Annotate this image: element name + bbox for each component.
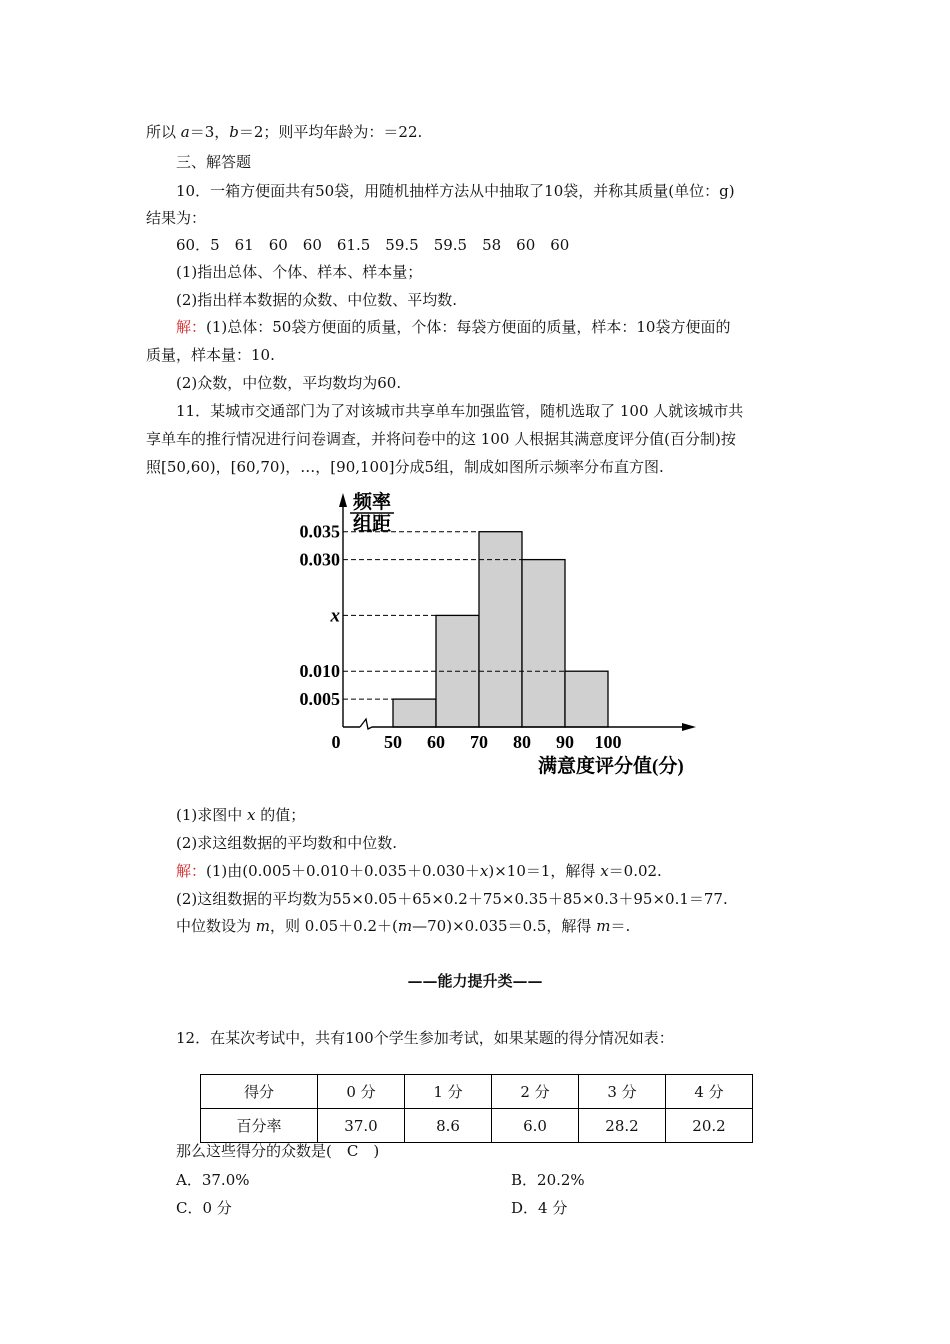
histogram-bar bbox=[565, 671, 608, 727]
table-header-cell: 3 分 bbox=[579, 1075, 666, 1109]
x-tick-label: 50 bbox=[384, 732, 402, 752]
y-axis-arrow bbox=[339, 493, 347, 507]
y-tick-label: 0.035 bbox=[299, 521, 340, 542]
var-a: a bbox=[180, 123, 190, 141]
option-b: B．20.2% bbox=[511, 1171, 585, 1189]
answer-line-9 bbox=[146, 122, 806, 142]
y-tick-label: 0.010 bbox=[299, 661, 340, 682]
q12-question: 那么这些得分的众数是( C ) bbox=[176, 1142, 380, 1160]
y-tick-label: 0.030 bbox=[299, 549, 340, 570]
histogram-chart bbox=[280, 485, 710, 780]
var-m: m bbox=[596, 917, 611, 935]
q11-part2: (2)求这组数据的平均数和中位数. bbox=[176, 834, 398, 852]
q10-stem-line2: 结果为： bbox=[146, 209, 207, 227]
table-header-cell: 2 分 bbox=[492, 1075, 579, 1109]
score-table bbox=[200, 1074, 753, 1143]
var-m: m bbox=[397, 917, 413, 935]
q11-stem-line3: 照[50,60)，[60,70)，…，[90,100]分成5组，制成如图所示频率分布直方图. bbox=[146, 458, 664, 476]
q11-solution-3 bbox=[176, 916, 836, 936]
table-header-cell: 0 分 bbox=[318, 1075, 405, 1109]
q10-solution-2: (2)众数，中位数，平均数均为60. bbox=[176, 374, 402, 392]
y-axis-label-denominator: 组距 bbox=[352, 514, 392, 535]
histogram-bar bbox=[522, 560, 565, 727]
histogram-bar bbox=[479, 532, 522, 727]
q10-solution-1b: 质量，样本量：10. bbox=[146, 346, 275, 364]
text-span: ＝0.02. bbox=[608, 862, 662, 880]
text-span: (1)由(0.005＋0.010＋0.035＋0.030＋ bbox=[206, 862, 480, 880]
y-tick-label: 0.005 bbox=[299, 689, 340, 710]
text-span: ，则 0.05＋0.2＋( bbox=[270, 917, 398, 935]
q10-part1: (1)指出总体、个体、样本、样本量； bbox=[176, 263, 423, 281]
option-c: C．0 分 bbox=[176, 1199, 232, 1217]
text-span: 的值； bbox=[255, 806, 306, 824]
solution-label: 解： bbox=[176, 318, 207, 336]
q11-stem-line1: 11．某城市交通部门为了对该城市共享单车加强监管，随机选取了 100 人就该城市共 bbox=[176, 402, 744, 420]
var-x: x bbox=[247, 806, 256, 824]
solution-label: 解： bbox=[176, 862, 207, 880]
section-heading-3: 三、解答题 bbox=[176, 153, 252, 171]
table-cell: 20.2 bbox=[666, 1109, 753, 1143]
text-span: —70)×0.035＝0.5，解得 bbox=[412, 917, 597, 935]
text-span: ＝3， bbox=[189, 123, 230, 141]
x-tick-label: 100 bbox=[594, 732, 622, 752]
q10-stem-line1: 10．一箱方便面共有50袋，用随机抽样方法从中抽取了10袋，并称其质量(单位：g) bbox=[176, 182, 735, 200]
option-d: D．4 分 bbox=[511, 1199, 568, 1217]
x-axis-arrow bbox=[682, 723, 696, 731]
q11-stem-line2: 享单车的推行情况进行问卷调查，并将问卷中的这 100 人根据其满意度评分值(百分制)按 bbox=[146, 430, 736, 448]
x-tick-label: 80 bbox=[513, 732, 531, 752]
q10-part2: (2)指出样本数据的众数、中位数、平均数. bbox=[176, 291, 458, 309]
table-cell: 28.2 bbox=[579, 1109, 666, 1143]
x-tick-label: 70 bbox=[470, 732, 488, 752]
x-tick-label: 90 bbox=[556, 732, 574, 752]
q10-solution-1a bbox=[176, 317, 836, 337]
option-a: A．37.0% bbox=[176, 1171, 250, 1189]
table-cell: 37.0 bbox=[318, 1109, 405, 1143]
text-span: 中位数设为 bbox=[176, 917, 256, 935]
table-header-cell: 得分 bbox=[201, 1075, 318, 1109]
table-header-cell: 百分率 bbox=[201, 1109, 318, 1143]
x-axis-label: 满意度评分值(分) bbox=[538, 756, 684, 777]
x-tick-label: 60 bbox=[427, 732, 445, 752]
origin-label: 0 bbox=[331, 732, 341, 752]
text-span: )×10＝1，解得 bbox=[488, 862, 601, 880]
table-header-cell: 4 分 bbox=[666, 1075, 753, 1109]
var-x: x bbox=[479, 862, 489, 880]
var-b: b bbox=[229, 123, 239, 141]
histogram-bar bbox=[393, 699, 436, 727]
table-header-cell: 1 分 bbox=[405, 1075, 492, 1109]
q12-stem: 12．在某次考试中，共有100个学生参加考试，如果某题的得分情况如表： bbox=[176, 1029, 674, 1047]
table-cell: 8.6 bbox=[405, 1109, 492, 1143]
text-span: (1)总体：50袋方便面的质量，个体：每袋方便面的质量，样本：10袋方便面的 bbox=[206, 318, 731, 336]
q11-solution-1 bbox=[176, 861, 836, 881]
text-span: 所以 bbox=[146, 123, 181, 141]
section-title: ——能力提升类—— bbox=[407, 972, 543, 990]
y-axis-label-numerator: 频率 bbox=[352, 492, 392, 513]
q10-data: 60．5 61 60 60 61.5 59.5 59.5 58 60 60 bbox=[176, 236, 570, 254]
text-span: ＝. bbox=[610, 917, 631, 935]
q11-solution-2: (2)这组数据的平均数为55×0.05＋65×0.2＋75×0.35＋85×0.3＋95×0.1＝77. bbox=[176, 890, 728, 908]
var-x: x bbox=[600, 862, 609, 880]
var-m: m bbox=[255, 917, 271, 935]
y-tick-label: x bbox=[330, 605, 340, 627]
table-row bbox=[201, 1075, 753, 1109]
text-span: ＝2；则平均年龄为：＝22. bbox=[238, 123, 423, 141]
table-cell: 6.0 bbox=[492, 1109, 579, 1143]
table-row bbox=[201, 1109, 753, 1143]
q11-part1 bbox=[176, 805, 836, 825]
text-span: (1)求图中 bbox=[176, 806, 248, 824]
axis-break-mark bbox=[360, 719, 372, 729]
